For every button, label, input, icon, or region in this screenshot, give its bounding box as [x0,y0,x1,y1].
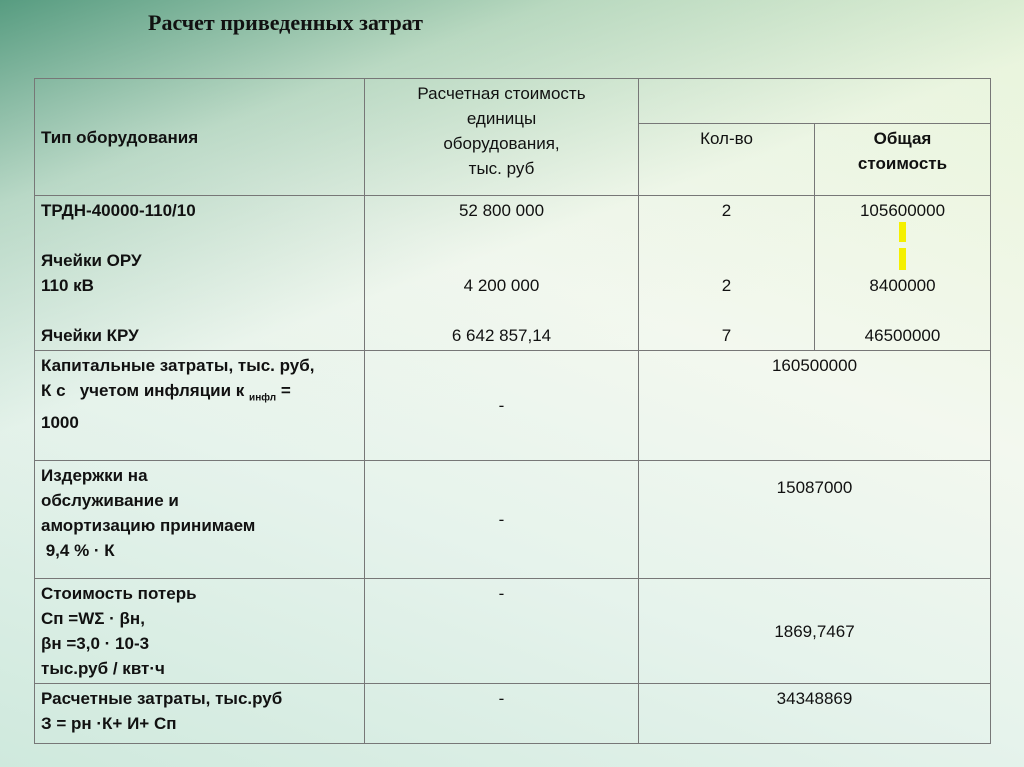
highlight-marker [899,222,906,242]
equipment-unit-costs [365,196,639,351]
calculated-dash: - [365,684,639,744]
total-cost: 46500000 [864,326,941,345]
header-unit-cost [365,79,639,196]
maintenance-line: обслуживание и [41,491,179,510]
maintenance-line: 9,4 % · К [41,541,115,560]
header-total [815,124,991,196]
page-title: Расчет приведенных затрат [148,10,423,35]
header-qty: Кол-во [639,124,815,196]
capital-text: = [276,381,291,400]
equipment-name: 110 кВ [41,276,94,295]
capital-label [35,351,365,461]
capital-line [41,378,358,410]
losses-label [35,579,365,684]
losses-line: Стоимость потерь [41,584,197,603]
capital-value: 160500000 [639,351,991,461]
header-total-line: Общая [873,129,932,148]
losses-dash: - [365,579,639,684]
total-cost: 8400000 [869,276,936,295]
capital-line: 1000 [41,413,79,433]
header-group-empty [639,79,991,124]
equipment-names [35,196,365,351]
calculated-line: З = рн ·К+ И+ Сп [41,714,177,733]
unit-cost: 52 800 000 [458,201,545,220]
equipment-totals [815,196,991,351]
quantity: 7 [721,326,732,345]
header-unit-cost-line: Расчетная стоимость [417,84,586,103]
maintenance-label [35,461,365,579]
equipment-name: Ячейки КРУ [41,326,139,345]
header-unit-cost-line: оборудования, [443,134,560,153]
maintenance-line: амортизацию принимаем [41,516,256,535]
capital-line: Капитальные затраты, тыс. руб, [41,356,315,375]
losses-line: Сп =WΣ · βн, [41,609,145,628]
quantity: 2 [721,276,732,295]
header-type: Тип оборудования [35,79,365,196]
maintenance-dash: - [365,461,639,579]
maintenance-line: Издержки на [41,466,148,485]
calculated-label [35,684,365,744]
losses-line: βн =3,0 · 10-3 [41,634,150,653]
capital-text: К с учетом инфляции к [41,381,250,400]
highlight-marker [899,248,906,270]
calculated-value: 34348869 [639,684,991,744]
losses-line: тыс.руб / квт·ч [41,659,165,678]
capital-subscript: инфл [249,392,277,404]
cost-table [34,78,991,744]
equipment-name: ТРДН-40000-110/10 [41,201,196,220]
equipment-name: Ячейки ОРУ [41,251,142,270]
header-total-line: стоимость [857,154,948,173]
capital-dash: - [365,351,639,461]
maintenance-value: 15087000 [639,461,991,579]
unit-cost: 6 642 857,14 [451,326,552,345]
losses-value: 1869,7467 [639,579,991,684]
header-unit-cost-line: единицы [466,109,537,128]
total-cost: 105600000 [859,201,946,220]
calculated-line: Расчетные затраты, тыс.руб [41,689,283,708]
quantity: 2 [721,201,732,220]
header-unit-cost-line: тыс. руб [468,159,535,178]
unit-cost: 4 200 000 [463,276,540,295]
equipment-quantities [639,196,815,351]
